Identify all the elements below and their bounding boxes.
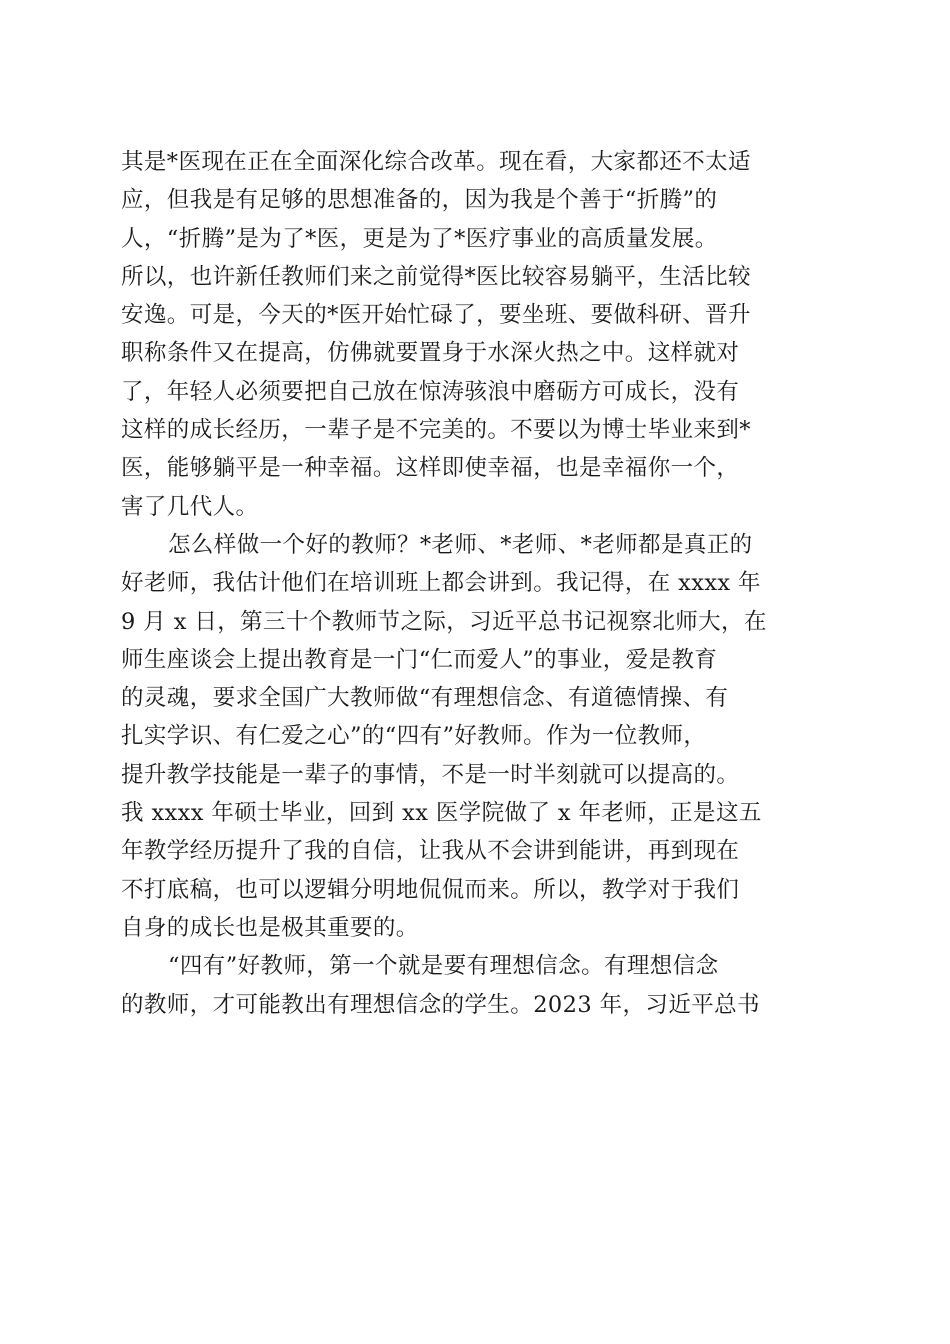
- text-line: 师生座谈会上提出教育是一门“仁而爱人”的事业，爱是教育: [121, 646, 718, 673]
- text-line: 年教学经历提升了我的自信，让我从不会讲到能讲，再到现在: [121, 838, 740, 865]
- text-line: 的灵魂，要求全国广大教师做“有理想信念、有道德情操、有: [121, 685, 729, 712]
- text-line: 所以，也许新任教师们来之前觉得*医比较容易躺平，生活比较: [121, 263, 751, 290]
- text-line: 医，能够躺平是一种幸福。这样即使幸福，也是幸福你一个，: [121, 455, 740, 482]
- text-line: 职称条件又在提高，仿佛就要置身于水深火热之中。这样就对: [121, 340, 740, 367]
- text-line: 扎实学识、有仁爱之心”的“四有”好教师。作为一位教师，: [121, 723, 707, 750]
- text-line: 不打底稿，也可以逻辑分明地侃侃而来。所以，教学对于我们: [121, 876, 740, 903]
- text-line: 其是*医现在正在全面深化综合改革。现在看，大家都还不太适: [121, 149, 751, 175]
- text-line: 9 月 x 日，第三十个教师节之际，习近平总书记视察北师大，在: [121, 608, 767, 635]
- body-text: [121, 143, 841, 1024]
- text-line: 安逸。可是，今天的*医开始忙碌了，要坐班、要做科研、晋升: [121, 302, 751, 329]
- paragraph-start-line: “四有”好教师，第一个就是要有理想信念。有理想信念: [168, 953, 719, 980]
- paragraph-start-line: 怎么样做一个好的教师？*老师、*老师、*老师都是真正的: [168, 531, 753, 558]
- text-line: 提升教学技能是一辈子的事情，不是一时半刻就可以提高的。: [121, 761, 740, 788]
- text-line: 了，年轻人必须要把自己放在惊涛骇浪中磨砺方可成长，没有: [121, 378, 740, 405]
- text-line: 应，但我是有足够的思想准备的，因为我是个善于“折腾”的: [121, 187, 718, 214]
- text-line: 这样的成长经历，一辈子是不完美的。不要以为博士毕业来到*: [121, 417, 751, 444]
- text-line: 好老师，我估计他们在培训班上都会讲到。我记得，在 xxxx 年: [121, 570, 761, 597]
- text-line: 人，“折腾”是为了*医，更是为了*医疗事业的高质量发展。: [121, 225, 718, 252]
- text-line: 自身的成长也是极其重要的。: [121, 914, 419, 941]
- text-line: 的教师，才可能教出有理想信念的学生。2023 年，习近平总书: [121, 991, 760, 1018]
- text-line: 我 xxxx 年硕士毕业，回到 xx 医学院做了 x 年老师，正是这五: [121, 800, 762, 827]
- text-line: 害了几代人。: [121, 493, 259, 520]
